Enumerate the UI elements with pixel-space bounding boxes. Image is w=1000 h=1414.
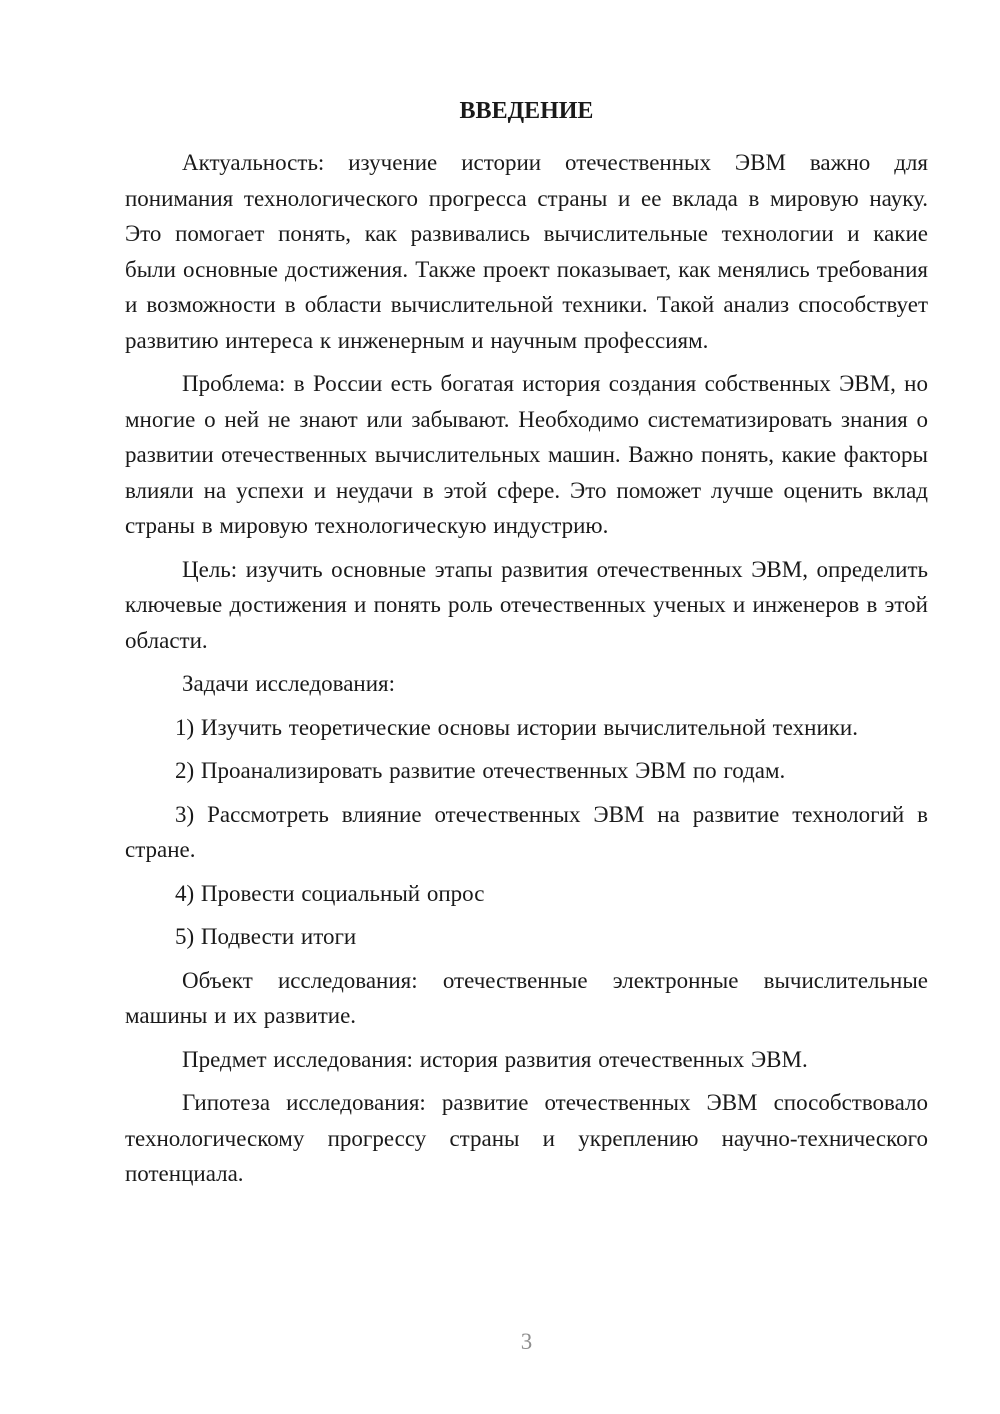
task-item-4: 4) Провести социальный опрос xyxy=(175,880,485,906)
paragraph-problem: Проблема: в России есть богатая история создания собственных ЭВМ, но многие о ней не знают или забывают. Необходимо систематизировать знания о развитии отечественных вычислительных машин. Важно понять, какие факторы влияли на успехи и неудачи в этой сфере. Это поможет лучше оценить вклад страны в мировую технологическую индустрию. xyxy=(125,371,928,538)
task-item-3: 3) Рассмотреть влияние отечественных ЭВМ на развитие технологий в стране. xyxy=(125,801,928,862)
page-number: 3 xyxy=(520,1329,533,1354)
task-item-5: 5) Подвести итоги xyxy=(175,924,357,949)
section-heading: ВВЕДЕНИЕ xyxy=(459,98,594,124)
paragraph-research-object: Объект исследования: отечественные электронные вычислительные машины и их развитие. xyxy=(125,967,928,1028)
paragraph-tasks-intro: Задачи исследования: xyxy=(182,671,396,696)
paragraph-hypothesis: Гипотеза исследования: развитие отечественных ЭВМ способствовало технологическому прогрессу страны и укреплению научно-технического потенциала. xyxy=(125,1090,928,1186)
task-item-1: 1) Изучить теоретические основы истории вычислительной техники. xyxy=(175,714,858,740)
paragraph-goal: Цель: изучить основные этапы развития отечественных ЭВМ, определить ключевые достижения и понять роль отечественных ученых и инженеров в этой области. xyxy=(125,556,928,653)
paragraph-research-subject: Предмет исследования: история развития отечественных ЭВМ. xyxy=(182,1046,808,1072)
task-item-2: 2) Проанализировать развитие отечественных ЭВМ по годам. xyxy=(175,758,786,783)
paragraph-relevance: Актуальность: изучение истории отечественных ЭВМ важно для понимания технологического прогресса страны и ее вклада в мировую науку. Это помогает понять, как развивались вычислительные технологии и какие были основные достижения. Также проект показывает, как менялись требования и возможности в области вычислительной техники. Такой анализ способствует развитию интереса к инженерным и научным профессиям. xyxy=(125,150,928,353)
